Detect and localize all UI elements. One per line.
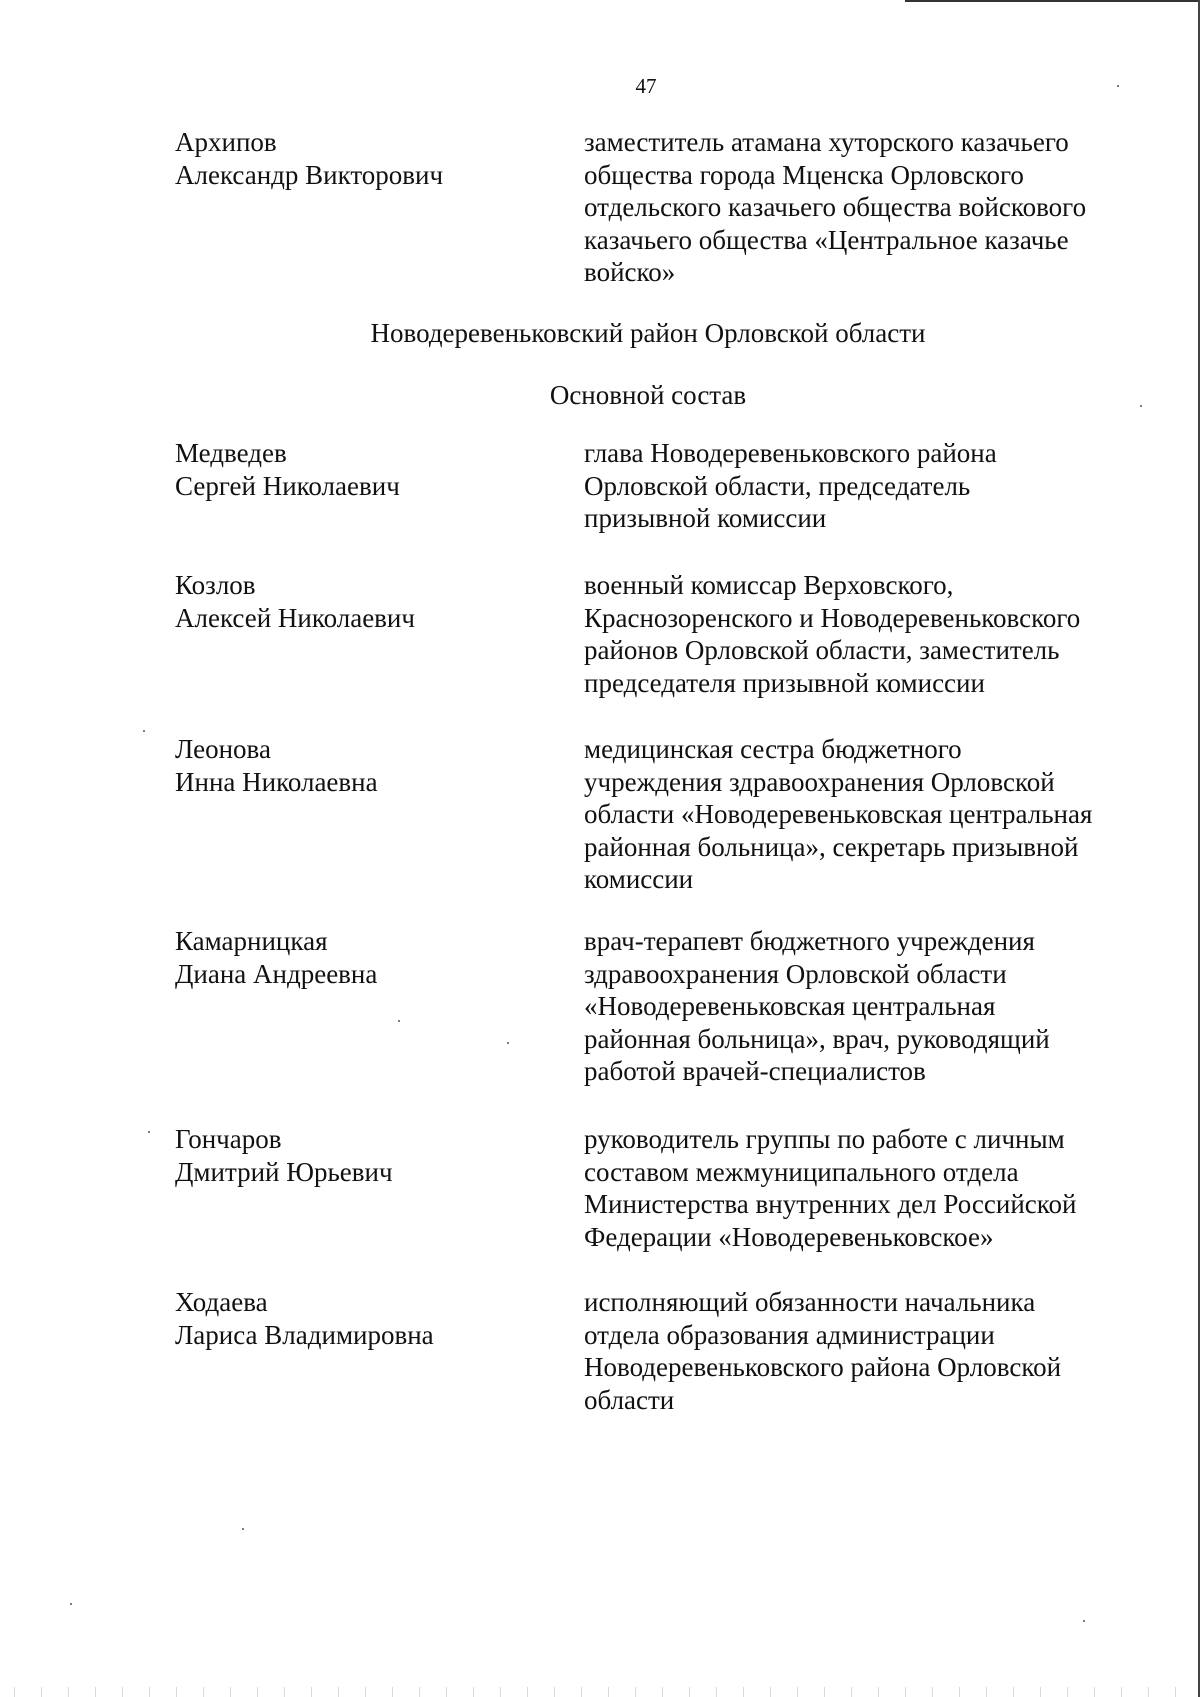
member-role	[584, 925, 1144, 1088]
role-line: составом межмуниципального отдела	[584, 1156, 1019, 1187]
member-given-names: Александр Викторович	[175, 159, 444, 190]
member-name	[175, 733, 565, 798]
member-role	[584, 1123, 1144, 1253]
member-surname: Гончаров	[175, 1124, 282, 1154]
scan-speck	[1117, 85, 1119, 87]
role-line: исполняющий обязанности начальника	[584, 1287, 1036, 1317]
role-line: руководитель группы по работе с личным	[584, 1124, 1065, 1154]
role-line: казачьего общества «Центральное казачье	[584, 224, 1069, 255]
member-role	[584, 569, 1144, 699]
member-given-names: Дмитрий Юрьевич	[175, 1156, 393, 1187]
scan-speck	[398, 1020, 400, 1022]
member-name	[175, 437, 565, 502]
page-number: 47	[635, 74, 657, 98]
scan-speck	[148, 1131, 150, 1133]
member-name	[175, 1123, 565, 1188]
member-role	[584, 126, 1144, 289]
role-line: Краснозоренского и Новодеревеньковского	[584, 602, 1081, 633]
role-line: призывной комиссии	[584, 503, 827, 533]
role-line: медицинская сестра бюджетного	[584, 734, 962, 764]
scan-speck	[242, 1528, 244, 1530]
scan-border-top	[905, 0, 1200, 2]
member-name	[175, 1286, 565, 1351]
member-surname: Камарницкая	[175, 926, 328, 956]
role-line: Министерства внутренних дел Российской	[584, 1189, 1077, 1219]
section-heading: Основной состав	[549, 380, 747, 410]
role-line: области «Новодеревеньковская центральная	[584, 799, 1093, 829]
role-line: военный комиссар Верховского,	[584, 570, 954, 600]
member-name	[175, 126, 565, 191]
member-surname: Козлов	[175, 570, 256, 600]
scan-speck	[70, 1603, 72, 1605]
scan-speck	[1140, 405, 1142, 407]
role-line: врач-терапевт бюджетного учреждения	[584, 926, 1035, 956]
member-surname: Ходаева	[175, 1287, 268, 1317]
scan-noise-strip	[0, 1687, 1200, 1697]
role-line: работой врачей-специалистов	[584, 1056, 926, 1086]
role-line: «Новодеревеньковская центральная	[584, 991, 996, 1021]
role-line: районов Орловской области, заместитель	[584, 635, 1060, 665]
scan-speck	[143, 730, 145, 732]
member-surname: Медведев	[175, 438, 287, 468]
role-line: Федерации «Новодеревеньковское»	[584, 1221, 994, 1252]
role-line: области	[584, 1384, 675, 1415]
district-heading: Новодеревеньковский район Орловской области	[370, 318, 926, 348]
role-line: войско»	[584, 257, 676, 287]
member-given-names: Лариса Владимировна	[175, 1319, 434, 1350]
member-name	[175, 569, 565, 634]
role-line: общества города Мценска Орловского	[584, 159, 1024, 190]
role-line: районная больница», секретарь призывной	[584, 831, 1079, 862]
member-given-names: Диана Андреевна	[175, 958, 378, 989]
member-given-names: Инна Николаевна	[175, 766, 378, 797]
member-surname: Леонова	[175, 734, 271, 764]
member-role	[584, 733, 1144, 896]
member-given-names: Сергей Николаевич	[175, 470, 400, 501]
scan-speck	[507, 1042, 509, 1044]
role-line: отдела образования администрации	[584, 1319, 995, 1350]
role-line: учреждения здравоохранения Орловской	[584, 766, 1055, 797]
role-line: здравоохранения Орловской области	[584, 958, 1007, 989]
role-line: заместитель атамана хуторского казачьего	[584, 127, 1069, 157]
member-given-names: Алексей Николаевич	[175, 602, 415, 633]
role-line: отдельского казачьего общества войскового	[584, 192, 1087, 222]
role-line: Орловской области, председатель	[584, 470, 971, 501]
member-surname: Архипов	[175, 127, 277, 157]
role-line: глава Новодеревеньковского района	[584, 438, 997, 468]
role-line: председателя призывной комиссии	[584, 667, 985, 698]
member-name	[175, 925, 565, 990]
role-line: комиссии	[584, 864, 694, 894]
role-line: районная больница», врач, руководящий	[584, 1023, 1050, 1054]
role-line: Новодеревеньковского района Орловской	[584, 1352, 1062, 1382]
member-role	[584, 1286, 1144, 1416]
member-role	[584, 437, 1144, 535]
scan-speck	[1083, 1620, 1085, 1622]
